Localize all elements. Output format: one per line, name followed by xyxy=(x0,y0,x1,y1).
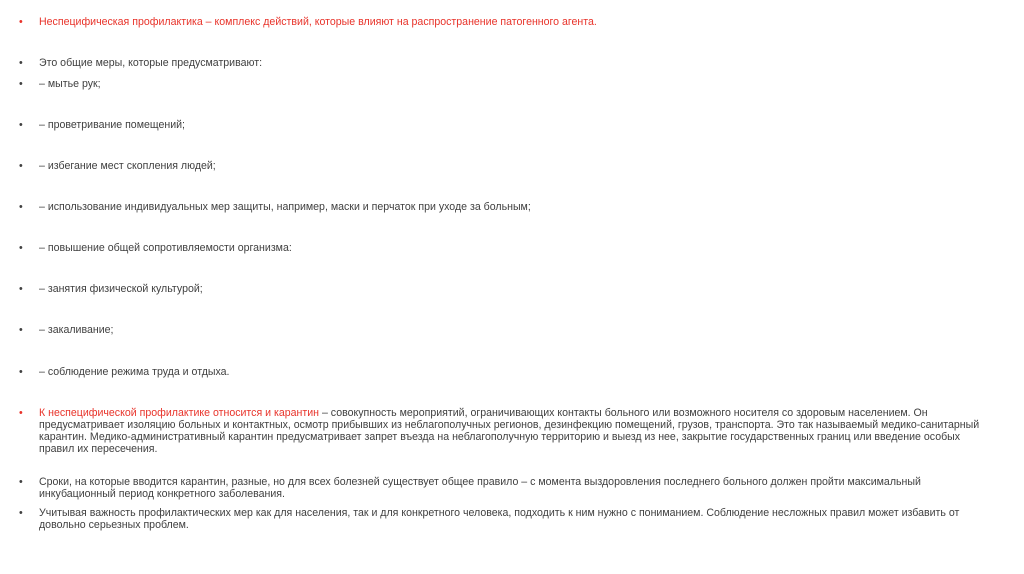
bullet-marker: • xyxy=(19,16,23,28)
crowds-text: – избегание мест скопления людей; xyxy=(39,160,216,172)
handwashing-text: – мытье рук; xyxy=(39,78,101,90)
bullet-marker: • xyxy=(19,78,23,90)
bullet-marker: • xyxy=(19,476,23,488)
bullet-item-handwashing xyxy=(19,78,994,90)
bullet-item-crowds xyxy=(19,160,994,172)
exercise-text: – занятия физической культурой; xyxy=(39,283,203,295)
quarantine-terms-text: Сроки, на которые вводится карантин, разные, но для всех болезней существует общее правило – с момента выздоровления последнего больного должен пройти максимальный инкубационный период конкретного заболевания. xyxy=(39,476,921,500)
resistance-text: – повышение общей сопротивляемости организма: xyxy=(39,242,292,254)
bullet-item-conclusion xyxy=(19,507,994,531)
bullet-marker: • xyxy=(19,160,23,172)
bullet-item-quarantine-terms xyxy=(19,476,994,500)
quarantine-lead-text: К неспецифической профилактике относится и карантин xyxy=(39,407,322,419)
bullet-item-hardening xyxy=(19,324,994,336)
conclusion-text: Учитывая важность профилактических мер как для населения, так и для конкретного человека, подходить к ним нужно с пониманием. Соблюдение несложных правил может избавить от довольно серьезных проблем. xyxy=(39,507,960,531)
quarantine-body-text: – совокупность мероприятий, ограничивающих контакты больного или возможного носителя со здоровым населением. Он предусматривает изоляцию больных и контактных, осмотр прибывших из неблагополучных регионов, дезинфекцию помещений, грузов, транспорта. Это так называемый медико-санитарный карантин. Медико-административный карантин предусматривает запрет въезда на неблагополучную территорию и выезд из нее, закрытие государственных границ или введение особых правил их пересечения. xyxy=(39,407,980,455)
work-rest-text: – соблюдение режима труда и отдыха. xyxy=(39,366,230,378)
bullet-marker: • xyxy=(19,242,23,254)
bullet-item-protection xyxy=(19,201,994,213)
bullet-item-ventilation xyxy=(19,119,994,131)
bullet-item-general-measures xyxy=(19,57,994,69)
bullet-marker: • xyxy=(19,324,23,336)
bullet-marker: • xyxy=(19,407,23,419)
general-measures-text: Это общие меры, которые предусматривают: xyxy=(39,57,263,69)
hardening-text: – закаливание; xyxy=(39,324,114,336)
bullet-marker: • xyxy=(19,201,23,213)
bullet-item-resistance xyxy=(19,242,994,254)
bullet-item-definition xyxy=(19,16,994,28)
bullet-item-exercise xyxy=(19,283,994,295)
bullet-marker: • xyxy=(19,507,23,519)
definition-text: Неспецифическая профилактика – комплекс действий, которые влияют на распространение патогенного агента. xyxy=(39,16,597,28)
bullet-marker: • xyxy=(19,119,23,131)
protection-text: – использование индивидуальных мер защиты, например, маски и перчаток при уходе за больным; xyxy=(39,201,531,213)
bullet-marker: • xyxy=(19,366,23,378)
bullet-item-work-rest xyxy=(19,366,994,378)
ventilation-text: – проветривание помещений; xyxy=(39,119,185,131)
quarantine-paragraph xyxy=(39,407,994,455)
bullet-marker: • xyxy=(19,57,23,69)
bullet-item-quarantine xyxy=(19,407,994,455)
bullet-marker: • xyxy=(19,283,23,295)
